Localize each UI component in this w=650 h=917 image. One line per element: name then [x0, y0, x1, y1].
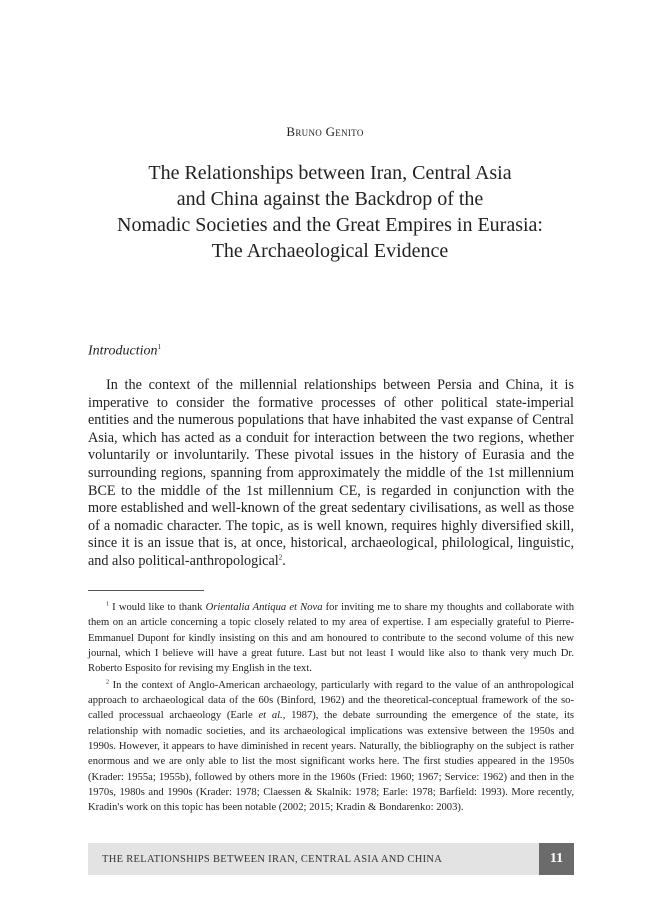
et-al: et al.	[258, 710, 283, 722]
footnotes	[88, 600, 574, 816]
author-name: Bruno Genito	[286, 124, 364, 139]
title-line: and China against the Backdrop of the	[176, 188, 484, 210]
journal-name: Orientalia Antiqua et Nova	[205, 602, 323, 613]
title-line: The Relationships between Iran, Central Asia	[148, 162, 512, 184]
running-head: THE RELATIONSHIPS BETWEEN IRAN, CENTRAL ASIA AND CHINA	[102, 853, 443, 865]
footnote-text: In the context of Anglo-American archaeology, particularly with regard to the value of an anthropological approach to archaeological data of the 60s (Binford, 1962) and the theoretical-conceptual framework of the so-called processual archaeology (Earle	[88, 679, 574, 722]
footnote-2	[88, 678, 574, 816]
footnote-text: , 1987), the debate surrounding the emergence of the state, its relationship with nomadic societies, and its archaeological implications was extensive between the 1950s and 1990s. However, it appears to have diminished in recent years. Naturally, the bibliography on the subject is rather enormous and we are only able to list the most significant works here. The first studies appeared in the 1950s (Krader: 1955a; 1955b), followed by others more in the 1960s (Fried: 1960; 1967; Service: 1962) and then in the 1970s, 1980s and 1990s (Krader: 1978; Claessen & Skalnik: 1978; Earle: 1978; Barfield: 1993). More recently, Kradin's work on this topic has been notable (2002; 2015; Kradin & Bondarenko: 2003).	[88, 710, 575, 814]
body-text	[88, 377, 574, 571]
article-title	[80, 160, 580, 264]
footnote-text: for inviting me to share my thoughts and collaborate with them on an article concerning a topic closely related to my area of expertise. I am especially grateful to Pierre-Emmanuel Dupont for kindly insisting on this and am honoured to contribute to the second volume of this new journal, which I believe will have a great future. Last but not least I would like also to thank very much Dr. Roberto Esposito for revising my English in the text.	[88, 602, 574, 675]
paragraph-text: In the context of the millennial relationships between Persia and China, it is imperative to consider the formative processes of other political state-imperial entities and the numerous populations that have inhabited the vast expanse of Central Asia, which has acted as a conduit for interaction between the two regions, whether voluntarily or involuntarily. These pivotal issues in the history of Eurasia and the surrounding regions, spanning from approximately the middle of the 1st millennium BCE to the middle of the 1st millennium CE, is regarded in conjunction with the more established and well-known of the great sedentary civilisations, as well as those of a nomadic character. The topic, as is well known, requires highly diversified skill, since it is an issue that is, at once, historical, archaeological, philological, linguistic, and also political-anthropological	[88, 377, 574, 569]
footnote-ref-2[interactable]: 2	[278, 553, 283, 562]
footnote-text: I would like to thank	[112, 602, 206, 613]
section-heading-text: Introduction	[88, 343, 158, 359]
title-line: The Archaeological Evidence	[211, 240, 449, 262]
footnote-ref-1[interactable]: 1	[157, 343, 161, 351]
footnote-1	[88, 600, 574, 677]
footnote-number: 1	[106, 601, 109, 608]
footnote-number: 2	[106, 679, 109, 686]
page-number: 11	[539, 843, 574, 875]
title-line: Nomadic Societies and the Great Empires in Eurasia:	[117, 214, 543, 236]
paragraph-end: .	[282, 552, 286, 569]
section-heading	[88, 343, 161, 360]
page-footer	[88, 843, 574, 875]
footnote-separator	[88, 590, 204, 591]
body-paragraph	[88, 377, 574, 571]
